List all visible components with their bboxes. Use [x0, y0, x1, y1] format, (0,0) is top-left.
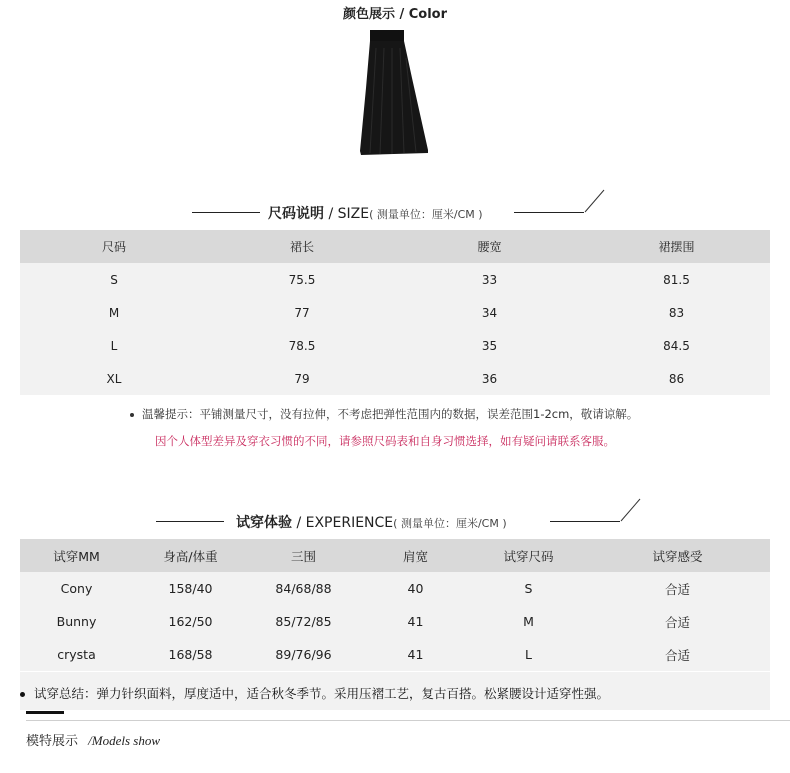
table-cell: 158/40	[133, 572, 248, 605]
experience-title-cn: 试穿体验	[236, 515, 292, 531]
experience-summary	[20, 684, 609, 702]
table-row	[20, 263, 770, 296]
table-cell: Cony	[20, 572, 133, 605]
table-cell: 合适	[585, 638, 770, 671]
experience-title-sep: /	[292, 515, 306, 531]
size-section-title	[268, 203, 483, 223]
size-warning: 因个人体型差异及穿衣习惯的不同，请参照尺码表和自身习惯选择，如有疑问请联系客服。	[155, 434, 615, 448]
table-cell: 35	[396, 329, 583, 362]
header-cell: 裙摆围	[583, 230, 770, 263]
experience-title-right-line	[550, 521, 620, 522]
header-cell: 试穿尺码	[472, 539, 585, 572]
table-cell: 162/50	[133, 605, 248, 638]
experience-section-title	[236, 512, 507, 532]
table-cell: S	[472, 572, 585, 605]
table-cell: 81.5	[583, 263, 770, 296]
table-cell: XL	[20, 362, 208, 395]
skirt-product-image	[356, 28, 436, 158]
table-cell: 83	[583, 296, 770, 329]
table-row	[20, 329, 770, 362]
models-divider	[26, 720, 790, 721]
experience-title-left-line	[156, 521, 224, 522]
size-title-cn: 尺码说明	[268, 206, 324, 222]
table-cell: Bunny	[20, 605, 133, 638]
table-row	[20, 296, 770, 329]
size-tip-text: 温馨提示：平铺测量尺寸，没有拉伸，不考虑把弹性范围内的数据，误差范围1-2cm，敬请谅解。	[142, 407, 639, 421]
table-cell: 77	[208, 296, 396, 329]
table-row	[20, 362, 770, 395]
size-title-right-line	[514, 212, 584, 213]
experience-title-slash-decoration	[620, 497, 642, 523]
table-cell: 75.5	[208, 263, 396, 296]
header-cell: 试穿MM	[20, 539, 133, 572]
size-title-left-line	[192, 212, 260, 213]
table-cell: 33	[396, 263, 583, 296]
table-cell: 40	[359, 572, 472, 605]
color-section-title: 颜色展示 / Color	[342, 7, 448, 22]
table-cell: 34	[396, 296, 583, 329]
table-row	[20, 638, 770, 671]
table-cell: 36	[396, 362, 583, 395]
experience-summary-text: 试穿总结：弹力针织面料，厚度适中，适合秋冬季节。采用压褶工艺，复古百搭。松紧腰设计适穿性强。	[34, 686, 610, 701]
table-cell: 合适	[585, 572, 770, 605]
table-cell: 85/72/85	[248, 605, 359, 638]
table-cell: 78.5	[208, 329, 396, 362]
table-cell: 41	[359, 638, 472, 671]
size-title-slash-decoration	[584, 188, 606, 214]
size-unit: ( 测量单位：厘米/CM )	[369, 208, 483, 221]
header-cell: 肩宽	[359, 539, 472, 572]
bullet-icon	[20, 692, 25, 697]
table-cell: 86	[583, 362, 770, 395]
size-title-en: SIZE	[337, 206, 370, 222]
table-cell: 84.5	[583, 329, 770, 362]
table-cell: S	[20, 263, 208, 296]
table-cell: L	[20, 329, 208, 362]
size-table-header	[20, 230, 770, 263]
table-cell: M	[472, 605, 585, 638]
models-title-en: /Models show	[88, 733, 161, 748]
header-cell: 腰宽	[396, 230, 583, 263]
header-cell: 裙长	[208, 230, 396, 263]
models-section-title	[26, 730, 160, 749]
table-cell: 合适	[585, 605, 770, 638]
experience-table	[20, 539, 770, 671]
size-tip	[130, 406, 638, 422]
experience-title-en: EXPERIENCE	[305, 515, 394, 531]
experience-table-header	[20, 539, 770, 572]
experience-unit: ( 测量单位：厘米/CM )	[393, 517, 507, 530]
table-row	[20, 605, 770, 638]
table-cell: M	[20, 296, 208, 329]
table-cell: 41	[359, 605, 472, 638]
table-cell: 79	[208, 362, 396, 395]
table-cell: 168/58	[133, 638, 248, 671]
header-cell: 尺码	[20, 230, 208, 263]
bullet-icon	[130, 413, 134, 417]
size-table	[20, 230, 770, 395]
size-title-sep: /	[324, 206, 338, 222]
header-cell: 身高/体重	[133, 539, 248, 572]
table-cell: 89/76/96	[248, 638, 359, 671]
table-cell: L	[472, 638, 585, 671]
header-cell: 试穿感受	[585, 539, 770, 572]
table-row	[20, 572, 770, 605]
models-title-cn: 模特展示	[26, 734, 79, 749]
models-accent-bar	[26, 711, 64, 714]
header-cell: 三围	[248, 539, 359, 572]
table-cell: crysta	[20, 638, 133, 671]
table-cell: 84/68/88	[248, 572, 359, 605]
